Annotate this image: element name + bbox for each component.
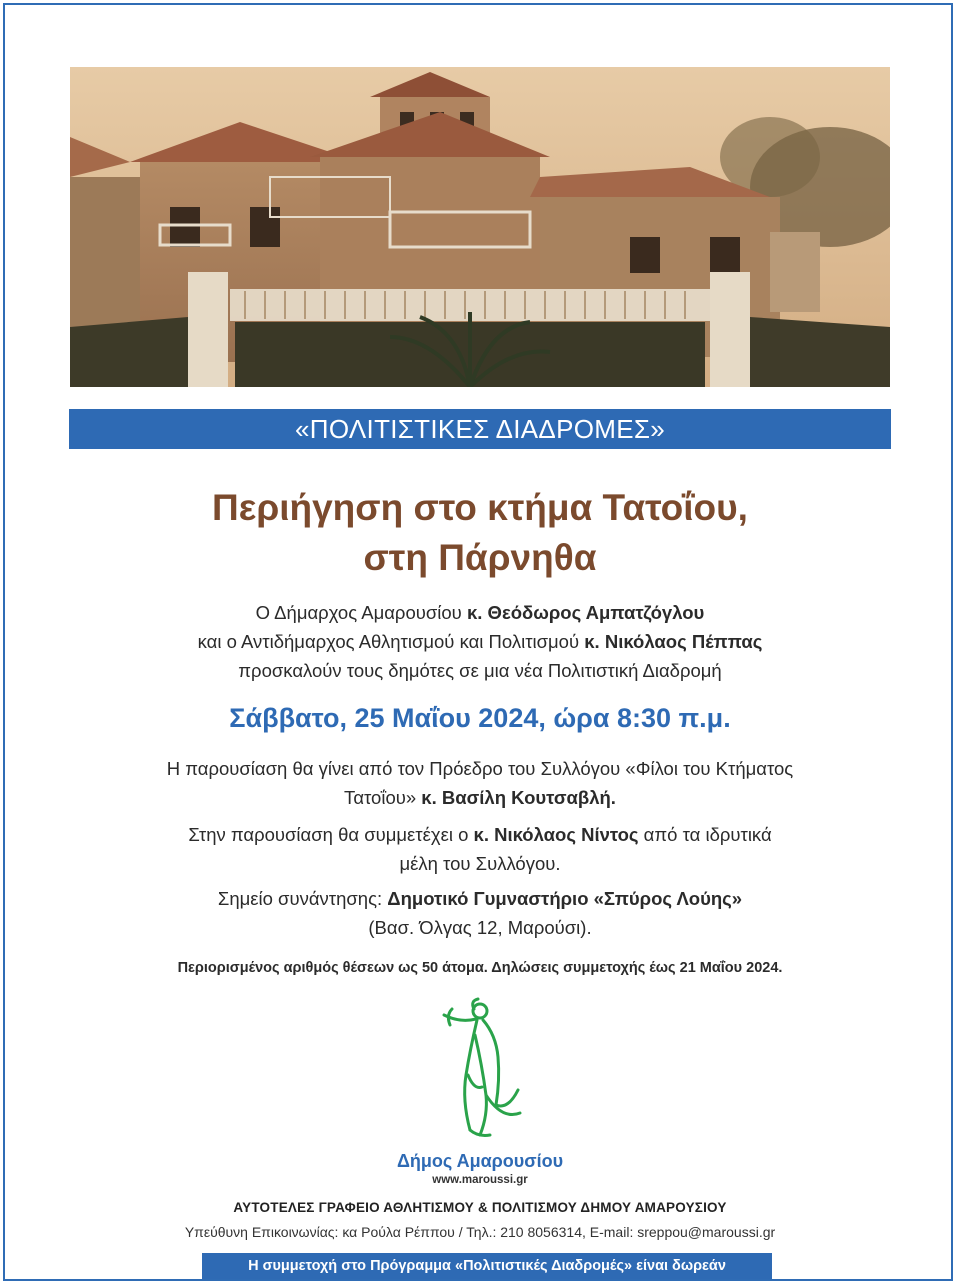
presentation-line1: Η παρουσίαση θα γίνει από τον Πρόεδρο του Συλλόγου «Φίλοι του Κτήματος [166,758,794,779]
meeting-label: Σημείο συνάντησης: [217,888,388,909]
series-banner: «ΠΟΛΙΤΙΣΤΙΚΕΣ ΔΙΑΔΡΟΜΕΣ» [69,409,891,449]
mayor-name: κ. Θεόδωρος Αμπατζόγλου [466,602,705,623]
deputy-mayor-name: κ. Νικόλαος Πέππας [584,631,763,652]
presentation-text: Τατοΐου» [344,787,422,808]
intro-line3: προσκαλούν τους δημότες σε μια νέα Πολιτιστική Διαδρομή [238,660,722,681]
participant-name: κ. Νικόλαος Νίντος [473,824,639,845]
event-title-line1: Περιήγηση στο κτήμα Τατοΐου, [212,487,748,528]
municipality-figure-logo [430,995,530,1145]
intro-text: και ο Αντιδήμαρχος Αθλητισμού και Πολιτισμού [197,631,585,652]
participant-text: από τα ιδρυτικά [638,824,772,845]
office-name: ΑΥΤΟΤΕΛΕΣ ΓΡΑΦΕΙΟ ΑΘΛΗΤΙΣΜΟΥ & ΠΟΛΙΤΙΣΜΟΥ ΔΗΜΟΥ ΑΜΑΡΟΥΣΙΟΥ [233,1200,727,1215]
event-date: Σάββατο, 25 Μαΐου 2024, ώρα 8:30 π.μ. [229,703,731,733]
meeting-line1 [0,884,960,913]
free-participation-banner: Η συμμετοχή στο Πρόγραμμα «Πολιτιστικές Διαδρομές» είναι δωρεάν [202,1253,772,1279]
intro-text: Ο Δήμαρχος Αμαρουσίου [255,602,467,623]
contact-info: Υπεύθυνη Επικοινωνίας: κα Ρούλα Ρέππου / Τηλ.: 210 8056314, E-mail: sreppou@maroussi.gr [184,1224,776,1240]
presenter-name: κ. Βασίλη Κουτσαβλή. [421,787,616,808]
event-title-line2: στη Πάρνηθα [363,537,597,578]
intro-line2 [0,627,960,656]
villa-photo [70,67,890,387]
participant-line1 [0,820,960,849]
intro-line1 [0,598,960,627]
seat-limit-notice: Περιορισμένος αριθμός θέσεων ως 50 άτομα. Δηλώσεις συμμετοχής έως 21 Μαΐου 2024. [177,960,783,976]
meeting-place: Δημοτικό Γυμναστήριο «Σπύρος Λούης» [387,888,743,909]
presentation-line2 [0,783,960,812]
municipality-name: Δήμος Αμαρουσίου [396,1151,564,1171]
participant-line2: μέλη του Συλλόγου. [399,853,561,874]
municipality-website[interactable]: www.maroussi.gr [432,1174,528,1186]
meeting-address: (Βασ. Όλγας 12, Μαρούσι). [368,917,592,938]
participant-text: Στην παρουσίαση θα συμμετέχει ο [188,824,474,845]
